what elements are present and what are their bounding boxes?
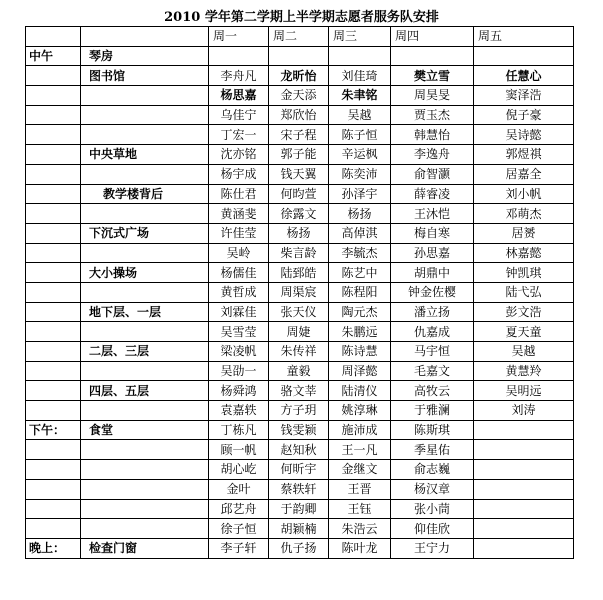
volunteer-name: 吴越 [329, 105, 391, 125]
volunteer-name: 俞志巍 [391, 460, 474, 480]
location-label: 教学楼背后 [81, 184, 209, 204]
volunteer-name: 蔡轶轩 [269, 479, 329, 499]
volunteer-name: 钱雯颖 [269, 420, 329, 440]
table-row [26, 66, 574, 86]
volunteer-name: 任慧心 [474, 66, 574, 86]
volunteer-name: 陈艺中 [329, 263, 391, 283]
volunteer-name: 吴明远 [474, 381, 574, 401]
volunteer-name: 仰佳欣 [391, 519, 474, 539]
volunteer-name: 沈亦铭 [209, 145, 269, 165]
volunteer-name: 陈奕沛 [329, 164, 391, 184]
volunteer-name: 陆弋弘 [474, 282, 574, 302]
volunteer-name: 吴雪莹 [209, 322, 269, 342]
volunteer-name: 张小茼 [391, 499, 474, 519]
table-row [26, 243, 574, 263]
weekday-header: 周三 [329, 27, 391, 47]
location-label: 检查门窗 [81, 538, 209, 558]
volunteer-name: 吴岭 [209, 243, 269, 263]
table-row [26, 263, 574, 283]
table-row [26, 302, 574, 322]
location-cell [81, 86, 209, 106]
volunteer-name: 陈斯琪 [391, 420, 474, 440]
period-cell [26, 66, 81, 86]
table-row [26, 519, 574, 539]
volunteer-name: 俞智灏 [391, 164, 474, 184]
volunteer-name: 宋子程 [269, 125, 329, 145]
schedule-body [26, 27, 574, 559]
period-cell [26, 204, 81, 224]
table-row [26, 282, 574, 302]
volunteer-name: 吴劭一 [209, 361, 269, 381]
location-cell [81, 125, 209, 145]
table-row [26, 342, 574, 362]
volunteer-name: 高倬淇 [329, 223, 391, 243]
period-cell [26, 302, 81, 322]
location-cell [81, 282, 209, 302]
volunteer-name: 朱传祥 [269, 342, 329, 362]
volunteer-name: 吴越 [474, 342, 574, 362]
period-cell [26, 460, 81, 480]
volunteer-name: 夏天童 [474, 322, 574, 342]
volunteer-name: 周泽懿 [329, 361, 391, 381]
volunteer-name: 黄慧羚 [474, 361, 574, 381]
volunteer-name: 杨舜鸿 [209, 381, 269, 401]
period-cell [26, 145, 81, 165]
volunteer-name: 朱浩云 [329, 519, 391, 539]
volunteer-name: 窦泽浩 [474, 86, 574, 106]
location-row [26, 46, 574, 66]
period-cell [26, 479, 81, 499]
volunteer-name [474, 420, 574, 440]
location-label: 食堂 [81, 420, 209, 440]
location-cell [81, 243, 209, 263]
volunteer-name: 梁凌帆 [209, 342, 269, 362]
volunteer-name: 徐露文 [269, 204, 329, 224]
period-cell [26, 401, 81, 421]
volunteer-name: 周渠宸 [269, 282, 329, 302]
volunteer-name [474, 440, 574, 460]
volunteer-name [474, 479, 574, 499]
header-blank [26, 27, 81, 47]
volunteer-name: 金叶 [209, 479, 269, 499]
location-label: 琴房 [81, 46, 209, 66]
period-cell [26, 125, 81, 145]
volunteer-name: 许佳莹 [209, 223, 269, 243]
volunteer-name: 居赟 [474, 223, 574, 243]
volunteer-name: 王晋 [329, 479, 391, 499]
header-row [26, 27, 574, 47]
volunteer-name: 胡心屹 [209, 460, 269, 480]
volunteer-name: 郭子能 [269, 145, 329, 165]
period-cell [26, 322, 81, 342]
location-label: 二层、三层 [81, 342, 209, 362]
table-row [26, 86, 574, 106]
volunteer-name: 马宇恒 [391, 342, 474, 362]
volunteer-name: 杨扬 [329, 204, 391, 224]
volunteer-name: 方子玥 [269, 401, 329, 421]
volunteer-name: 于雅澜 [391, 401, 474, 421]
table-row [26, 164, 574, 184]
volunteer-name: 陈程阳 [329, 282, 391, 302]
volunteer-name: 邓萌杰 [474, 204, 574, 224]
volunteer-name: 周昊旻 [391, 86, 474, 106]
volunteer-name: 邱艺舟 [209, 499, 269, 519]
volunteer-name: 韩慧怡 [391, 125, 474, 145]
volunteer-name: 郭煜祺 [474, 145, 574, 165]
volunteer-name: 周婕 [269, 322, 329, 342]
volunteer-name: 于韵卿 [269, 499, 329, 519]
volunteer-name: 姚淳琳 [329, 401, 391, 421]
period-label: 中午 [26, 46, 81, 66]
volunteer-name: 辛运枫 [329, 145, 391, 165]
volunteer-name: 钟金佐樱 [391, 282, 474, 302]
period-cell [26, 282, 81, 302]
period-cell [26, 381, 81, 401]
location-cell [81, 204, 209, 224]
period-label: 晚上： [26, 538, 81, 558]
volunteer-name: 朱聿铭 [329, 86, 391, 106]
volunteer-name: 陈叶龙 [329, 538, 391, 558]
volunteer-name: 倪子豪 [474, 105, 574, 125]
volunteer-name: 杨宇成 [209, 164, 269, 184]
volunteer-name: 黄哲成 [209, 282, 269, 302]
location-label: 地下层、一层 [81, 302, 209, 322]
header-blank [81, 27, 209, 47]
volunteer-name: 金继文 [329, 460, 391, 480]
volunteer-name: 徐子恒 [209, 519, 269, 539]
volunteer-name: 陶元杰 [329, 302, 391, 322]
table-row [26, 322, 574, 342]
volunteer-name: 王沐恺 [391, 204, 474, 224]
volunteer-name: 何昀萱 [269, 184, 329, 204]
volunteer-name: 杨扬 [269, 223, 329, 243]
location-cell [81, 164, 209, 184]
table-row [26, 184, 574, 204]
table-row [26, 401, 574, 421]
volunteer-name: 吴诗懿 [474, 125, 574, 145]
volunteer-name: 朱鹏远 [329, 322, 391, 342]
period-cell [26, 184, 81, 204]
period-cell [26, 519, 81, 539]
volunteer-name: 刘涛 [474, 401, 574, 421]
volunteer-name: 刘小帆 [474, 184, 574, 204]
location-cell [81, 401, 209, 421]
volunteer-name: 贾玉杰 [391, 105, 474, 125]
volunteer-name: 杨汉章 [391, 479, 474, 499]
period-cell [26, 243, 81, 263]
volunteer-name: 陈仕君 [209, 184, 269, 204]
period-cell [26, 263, 81, 283]
location-label: 中央草地 [81, 145, 209, 165]
volunteer-name: 王一凡 [329, 440, 391, 460]
location-cell [81, 499, 209, 519]
volunteer-name: 何昕宇 [269, 460, 329, 480]
volunteer-name [474, 519, 574, 539]
schedule-table [25, 26, 574, 559]
period-cell [26, 105, 81, 125]
table-row [26, 361, 574, 381]
table-row [26, 381, 574, 401]
weekday-header: 周四 [391, 27, 474, 47]
weekday-header: 周五 [474, 27, 574, 47]
volunteer-name: 高牧云 [391, 381, 474, 401]
volunteer-name: 丁宏一 [209, 125, 269, 145]
table-row [26, 145, 574, 165]
location-label: 大小操场 [81, 263, 209, 283]
volunteer-name: 童毅 [269, 361, 329, 381]
table-row [26, 420, 574, 440]
table-row [26, 479, 574, 499]
volunteer-name: 袁嘉轶 [209, 401, 269, 421]
volunteer-name: 施沛成 [329, 420, 391, 440]
volunteer-name: 柴言龄 [269, 243, 329, 263]
volunteer-name: 李子轩 [209, 538, 269, 558]
period-cell [26, 440, 81, 460]
page-title: 2010 学年第二学期上半学期志愿者服务队安排 [164, 10, 439, 25]
period-cell [26, 86, 81, 106]
volunteer-name: 郑欣怡 [269, 105, 329, 125]
volunteer-name: 骆文莘 [269, 381, 329, 401]
location-cell [81, 361, 209, 381]
volunteer-name: 仇嘉成 [391, 322, 474, 342]
location-cell [81, 322, 209, 342]
volunteer-name: 李逸舟 [391, 145, 474, 165]
period-cell [26, 342, 81, 362]
volunteer-name: 樊立雪 [391, 66, 474, 86]
location-cell [81, 519, 209, 539]
location-label: 四层、五层 [81, 381, 209, 401]
location-cell [81, 479, 209, 499]
volunteer-name: 张天仪 [269, 302, 329, 322]
period-cell [26, 361, 81, 381]
volunteer-name: 李舟凡 [209, 66, 269, 86]
volunteer-name: 彭文浩 [474, 302, 574, 322]
volunteer-name: 梅自寒 [391, 223, 474, 243]
volunteer-name: 乌佳宁 [209, 105, 269, 125]
period-cell [26, 499, 81, 519]
volunteer-name: 陈子恒 [329, 125, 391, 145]
volunteer-name: 金天添 [269, 86, 329, 106]
table-row [26, 204, 574, 224]
volunteer-name: 薛睿凌 [391, 184, 474, 204]
volunteer-name: 黄涵斐 [209, 204, 269, 224]
table-row [26, 460, 574, 480]
volunteer-name: 孙泽宇 [329, 184, 391, 204]
location-cell [81, 460, 209, 480]
volunteer-name: 季星佑 [391, 440, 474, 460]
volunteer-name: 王宁力 [391, 538, 474, 558]
location-cell [81, 440, 209, 460]
location-label: 下沉式广场 [81, 223, 209, 243]
weekday-header: 周一 [209, 27, 269, 47]
period-label: 下午： [26, 420, 81, 440]
volunteer-name: 杨儒佳 [209, 263, 269, 283]
period-cell [26, 164, 81, 184]
volunteer-name: 杨思嘉 [209, 86, 269, 106]
volunteer-name: 王钰 [329, 499, 391, 519]
volunteer-name: 丁栋凡 [209, 420, 269, 440]
volunteer-name: 钟凯琪 [474, 263, 574, 283]
volunteer-name: 胡颖楠 [269, 519, 329, 539]
volunteer-name: 陈诗慧 [329, 342, 391, 362]
volunteer-name: 毛嘉文 [391, 361, 474, 381]
volunteer-name: 孙思嘉 [391, 243, 474, 263]
table-row [26, 125, 574, 145]
volunteer-name: 李毓杰 [329, 243, 391, 263]
volunteer-name: 胡鼎中 [391, 263, 474, 283]
volunteer-name: 陆清仪 [329, 381, 391, 401]
weekday-header: 周二 [269, 27, 329, 47]
volunteer-name: 潘立扬 [391, 302, 474, 322]
table-row [26, 105, 574, 125]
volunteer-name: 陆郅皓 [269, 263, 329, 283]
table-row [26, 223, 574, 243]
period-cell [26, 223, 81, 243]
volunteer-name: 赵知秋 [269, 440, 329, 460]
table-row [26, 499, 574, 519]
volunteer-name [474, 499, 574, 519]
table-row [26, 538, 574, 558]
volunteer-name: 刘霖佳 [209, 302, 269, 322]
volunteer-name: 林嘉懿 [474, 243, 574, 263]
volunteer-name: 居嘉全 [474, 164, 574, 184]
location-label: 图书馆 [81, 66, 209, 86]
volunteer-name: 钱天翼 [269, 164, 329, 184]
table-row [26, 440, 574, 460]
volunteer-name: 仇子扬 [269, 538, 329, 558]
volunteer-name: 刘佳琦 [329, 66, 391, 86]
volunteer-name [474, 538, 574, 558]
volunteer-name [474, 460, 574, 480]
volunteer-name: 龙昕怡 [269, 66, 329, 86]
volunteer-name: 顾一帆 [209, 440, 269, 460]
location-cell [81, 105, 209, 125]
